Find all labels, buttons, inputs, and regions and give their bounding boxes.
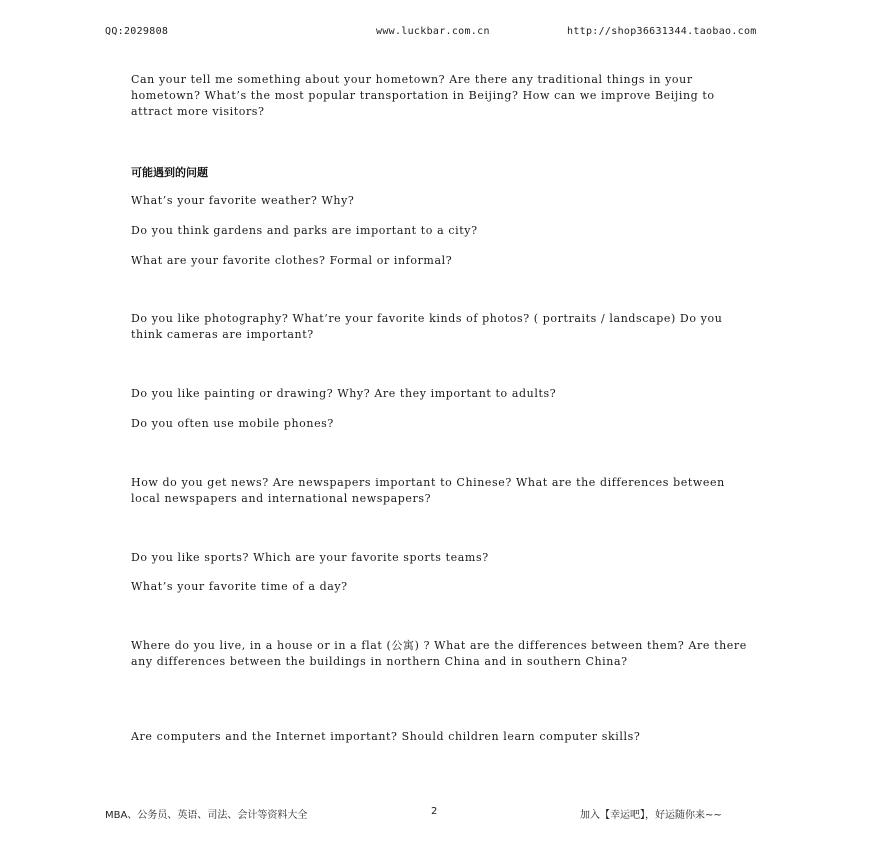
header-qq: QQ:2029808 <box>105 26 169 37</box>
page-number: 2 <box>431 806 438 817</box>
section-heading: 可能遇到的问题 <box>131 166 208 179</box>
header-shop-link[interactable]: http://shop36631344.taobao.com <box>567 26 757 37</box>
question-item: Do you think gardens and parks are important to a city? <box>131 224 478 237</box>
question-item: Do you like sports? Which are your favorite sports teams? <box>131 551 489 564</box>
question-item: Do you like photography? What’re your favorite kinds of photos? ( portraits / landscape) Do you think cameras are important? <box>131 312 723 341</box>
question-item: What’s your favorite time of a day? <box>131 580 348 593</box>
question-item: Do you like painting or drawing? Why? Are they important to adults? <box>131 387 557 400</box>
intro-paragraph: Can your tell me something about your hometown? Are there any traditional things in your hometown? What’s the most popular transportation in Beijing? How can we improve Beijing to attract more visitors? <box>131 73 715 118</box>
question-item: Are computers and the Internet important? Should children learn computer skills? <box>131 730 641 743</box>
footer-right-text: 加入【幸运吧】，好运随你来~~ <box>580 810 722 821</box>
question-item: What are your favorite clothes? Formal or informal? <box>131 254 453 267</box>
question-item: Where do you live, in a house or in a flat (公寓) ? What are the differences between them? Are there any differences between the buildings in northern China and in southern China? <box>131 639 747 668</box>
question-item: What’s your favorite weather? Why? <box>131 194 355 207</box>
question-item: Do you often use mobile phones? <box>131 417 334 430</box>
question-item: How do you get news? Are newspapers important to Chinese? What are the differences between local newspapers and international newspapers? <box>131 476 725 505</box>
footer-left-text: MBA、公务员、英语、司法、会计等资料大全 <box>105 810 308 821</box>
header-site-link[interactable]: www.luckbar.com.cn <box>376 26 490 37</box>
